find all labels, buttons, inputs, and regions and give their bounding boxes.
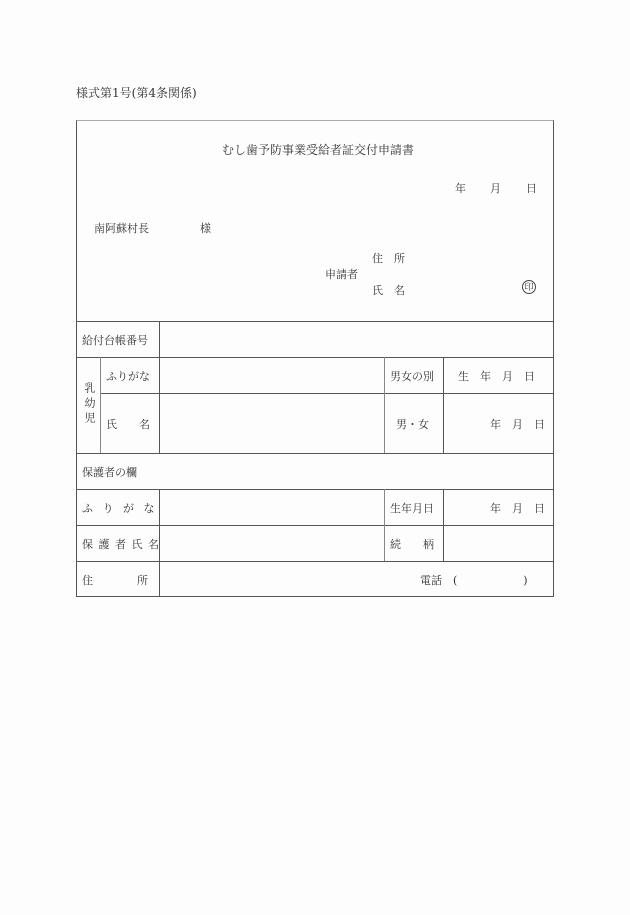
addressee-honorific: 様 — [200, 222, 211, 235]
infant-name-label: 氏 名 — [106, 418, 150, 431]
infant-birthdate-value[interactable]: 年 月 日 — [490, 418, 545, 431]
birthdate-header: 生 年 月 日 — [458, 370, 535, 383]
infant-furigana-field[interactable] — [160, 358, 384, 393]
form-number: 様式第1号(第4条関係) — [76, 86, 197, 100]
seal-icon: 印 — [522, 280, 536, 294]
relationship-field[interactable] — [444, 526, 553, 561]
divider — [384, 489, 385, 561]
guardian-name-label: 保 護 者 氏 名 — [82, 538, 160, 551]
guardian-furigana-field[interactable] — [160, 490, 384, 525]
guardian-birthdate-label: 生年月日 — [390, 502, 434, 515]
ledger-number-field[interactable] — [160, 322, 553, 357]
date-year: 年 — [455, 182, 466, 195]
addressee-name: 南阿蘇村長 — [94, 222, 149, 235]
gender-label: 男女の別 — [390, 370, 434, 383]
infant-furigana-label: ふりがな — [106, 370, 150, 383]
guardian-name-field[interactable] — [160, 526, 384, 561]
applicant-name-label: 氏 名 — [372, 284, 405, 297]
guardian-section-label: 保護者の欄 — [82, 466, 137, 479]
divider — [384, 357, 385, 453]
divider — [100, 357, 101, 453]
date-day: 日 — [526, 182, 537, 195]
guardian-address-field[interactable] — [160, 562, 410, 597]
infant-name-field[interactable] — [160, 394, 384, 453]
divider — [443, 357, 444, 453]
date-month: 月 — [490, 182, 501, 195]
phone-label[interactable]: 電話 ( ) — [420, 574, 528, 587]
ledger-number-label: 給付台帳番号 — [82, 334, 148, 347]
relationship-label: 続 柄 — [390, 538, 434, 551]
guardian-birthdate-value[interactable]: 年 月 日 — [490, 502, 545, 515]
gender-value[interactable]: 男・女 — [396, 418, 429, 431]
guardian-address-label: 住 所 — [82, 574, 148, 587]
form-title: むし歯予防事業受給者証交付申請書 — [222, 143, 415, 157]
applicant-label: 申請者 — [325, 268, 358, 281]
infant-label: 乳幼児 — [83, 382, 96, 427]
applicant-address-label: 住 所 — [372, 252, 405, 265]
guardian-furigana-label: ふ り が な — [82, 502, 158, 515]
divider — [76, 453, 554, 454]
